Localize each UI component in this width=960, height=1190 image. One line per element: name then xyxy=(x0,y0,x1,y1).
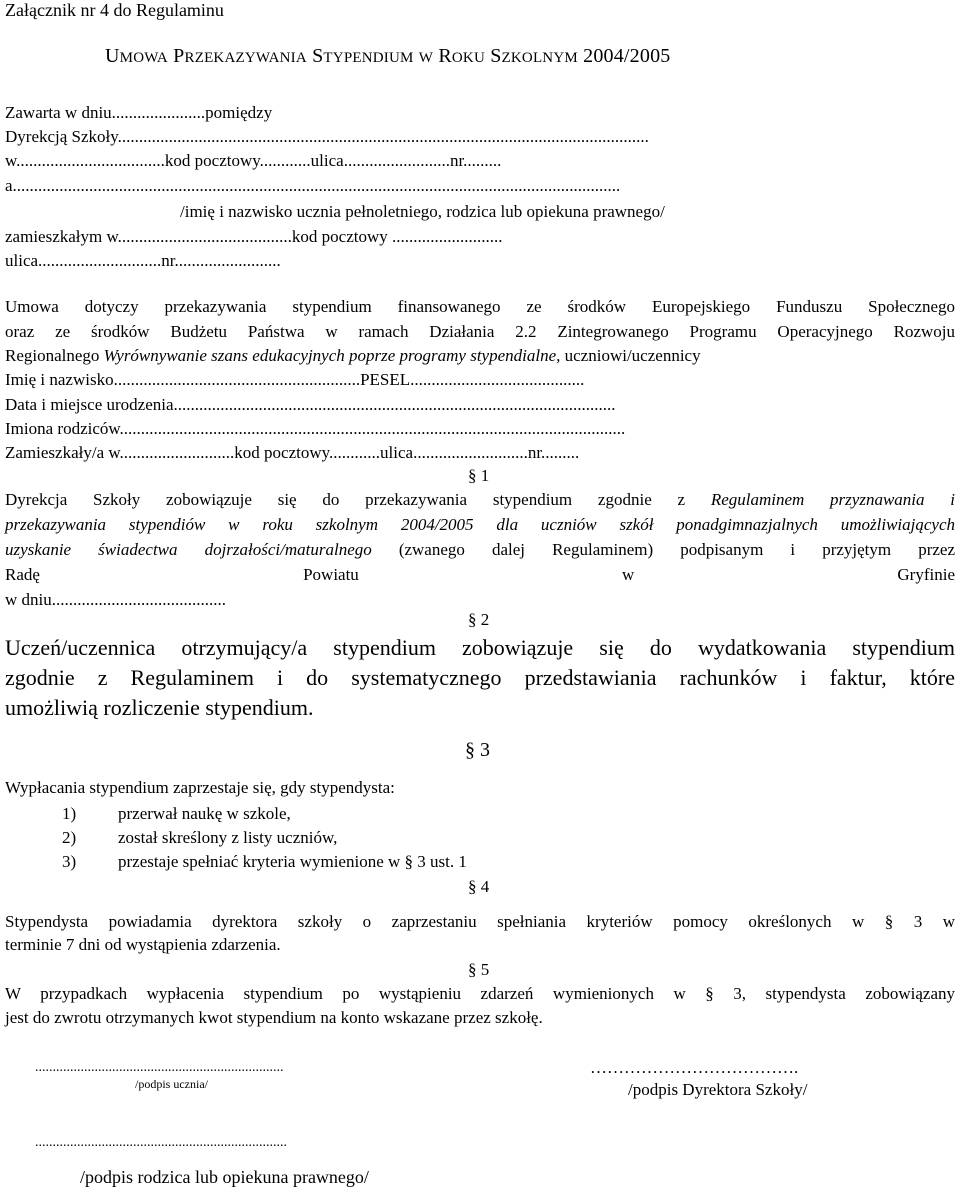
field-address: Zamieszkały/a w...........................kod pocztowy............ulica...........................nr......... xyxy=(5,443,580,462)
document-title: UMOWA PRZEKAZYWANIA STYPENDIUM W ROKU SZKOLNYM 2004/2005 xyxy=(105,45,671,67)
section-2-heading: § 2 xyxy=(468,610,490,629)
paragraph-scope-line-1: Umowa dotyczy przekazywania stypendium finansowanego ze środków Europejskiego Funduszu Społecznego xyxy=(5,297,955,316)
section-2-line-1: Uczeń/uczennica otrzymujący/a stypendium zobowiązuje się do wydatkowania stypendium xyxy=(5,635,955,660)
intro-school-line: Dyrekcją Szkoły............................................................................................................................. xyxy=(5,127,649,146)
section-5-heading: § 5 xyxy=(468,960,490,979)
list-item: 3) przestaje spełniać kryteria wymienione w § 3 ust. 1 xyxy=(62,852,467,871)
signature-parent-label: /podpis rodzica lub opiekuna prawnego/ xyxy=(80,1167,369,1187)
paragraph-scope-line-2: oraz ze środków Budżetu Państwa w ramach Działania 2.2 Zintegrowanego Programu Operacyjnego Rozwoju xyxy=(5,322,955,341)
intro-residence-line: zamieszkałym w.........................................kod pocztowy .......................... xyxy=(5,227,503,246)
section-2-line-2: zgodnie z Regulaminem i do systematycznego przedstawiania rachunków i faktur, które xyxy=(5,665,955,690)
section-1-heading: § 1 xyxy=(468,466,490,485)
list-item: 1) przerwał naukę w szkole, xyxy=(62,804,291,823)
attachment-header: Załącznik nr 4 do Regulaminu xyxy=(5,0,224,20)
intro-date-line: Zawarta w dniu......................pomiędzy xyxy=(5,103,273,122)
signature-parent-line: ........................................................................ xyxy=(35,1135,287,1150)
intro-party-line: a............................................................................................................................................... xyxy=(5,176,621,195)
section-1-line-2: przekazywania stypendiów w roku szkolnym 2004/2005 dla uczniów szkół ponadgimnazjalnych umożliwiających xyxy=(5,515,955,534)
field-name-pesel: Imię i nazwisko..........................................................PESEL......................................... xyxy=(5,370,585,389)
signature-student-line: ....................................................................... xyxy=(35,1060,284,1075)
signature-student-label: /podpis ucznia/ xyxy=(135,1077,208,1091)
intro-party-caption: /imię i nazwisko ucznia pełnoletniego, rodzica lub opiekuna prawnego/ xyxy=(180,202,665,221)
section-5-line-1: W przypadkach wypłacenia stypendium po wystąpieniu zdarzeń wymienionych w § 3, stypendysta zobowiązany xyxy=(5,984,955,1003)
section-5-line-2: jest do zwrotu otrzymanych kwot stypendium na konto wskazane przez szkołę. xyxy=(5,1008,543,1027)
section-1-line-5: w dniu......................................... xyxy=(5,590,226,609)
section-1-line-1: Dyrekcja Szkoły zobowiązuje się do przekazywania stypendium zgodnie z Regulaminem przyznawania i xyxy=(5,490,955,509)
section-1-line-4: Radę Powiatu w Gryfinie xyxy=(5,565,955,584)
field-birth: Data i miejsce urodzenia........................................................................................................ xyxy=(5,395,616,414)
intro-street-line: ulica.............................nr......................... xyxy=(5,251,281,270)
section-4-heading: § 4 xyxy=(468,877,490,896)
section-1-line-3: uzyskanie świadectwa dojrzałości/maturalnego (zwanego dalej Regulaminem) podpisanym i przyjętym przez xyxy=(5,540,955,559)
signature-director-line: ………………………………. xyxy=(590,1058,799,1077)
section-4-line-2: terminie 7 dni od wystąpienia zdarzenia. xyxy=(5,935,281,954)
field-parents: Imiona rodziców....................................................................................................................... xyxy=(5,419,626,438)
section-2-line-3: umożliwią rozliczenie stypendium. xyxy=(5,695,314,720)
section-4-line-1: Stypendysta powiadamia dyrektora szkoły o zaprzestaniu spełniania kryteriów pomocy określonych w § 3 w xyxy=(5,912,955,931)
section-3-heading: § 3 xyxy=(465,739,490,761)
intro-address-line: w...................................kod pocztowy............ulica.........................nr......... xyxy=(5,151,502,170)
list-item: 2) został skreślony z listy uczniów, xyxy=(62,828,338,847)
section-3-intro: Wypłacania stypendium zaprzestaje się, gdy stypendysta: xyxy=(5,778,395,797)
signature-director-label: /podpis Dyrektora Szkoły/ xyxy=(628,1080,808,1099)
paragraph-scope-line-3: Regionalnego Wyrównywanie szans edukacyjnych poprze programy stypendialne, uczniowi/uczennicy xyxy=(5,346,701,365)
